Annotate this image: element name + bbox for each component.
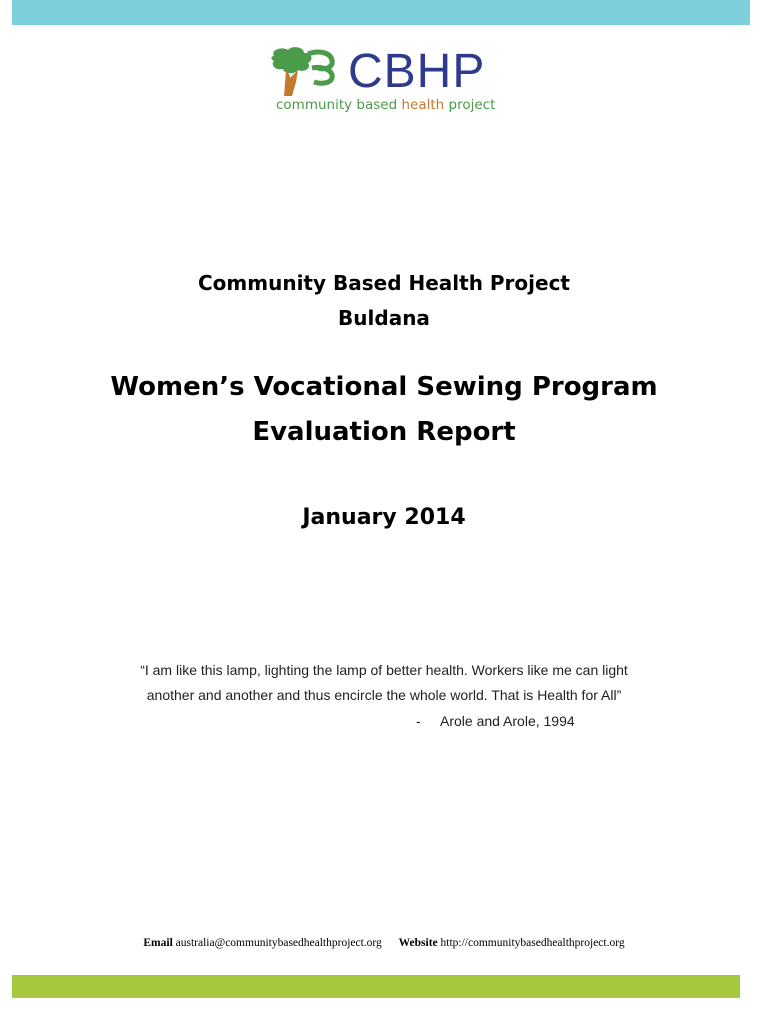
website-link[interactable]: http://communitybasedhealthproject.org — [440, 937, 625, 949]
attribution-dash: - — [416, 713, 421, 729]
email-label: Email — [143, 937, 173, 949]
email-link[interactable]: australia@communitybasedhealthproject.org — [175, 937, 382, 949]
tree-logo-icon — [268, 46, 346, 96]
logo-tagline-pre: community based — [276, 97, 402, 113]
quote-line1: “I am like this lamp, lighting the lamp of better health. Workers like me can light — [140, 662, 628, 678]
quote-line2: another and another and thus encircle the whole world. That is Health for All” — [146, 687, 622, 703]
logo-tagline-post: project — [444, 97, 496, 113]
attribution-text: Arole and Arole, 1994 — [440, 713, 575, 729]
logo-acronym: CBHP — [348, 45, 486, 98]
website-label: Website — [398, 937, 438, 949]
report-title-line2: Evaluation Report — [252, 417, 516, 447]
bottom-color-band — [12, 975, 740, 998]
report-title-line1: Women’s Vocational Sewing Program — [110, 372, 658, 402]
top-color-band — [12, 0, 750, 25]
report-date: January 2014 — [302, 505, 466, 530]
contact-footer — [0, 935, 768, 951]
quote-attribution — [416, 710, 575, 732]
logo-tagline-accent: health — [401, 97, 445, 113]
organization-location: Buldana — [338, 306, 430, 330]
organization-name: Community Based Health Project — [198, 271, 570, 295]
cbhp-logo — [268, 46, 508, 116]
logo-tagline — [276, 97, 495, 113]
